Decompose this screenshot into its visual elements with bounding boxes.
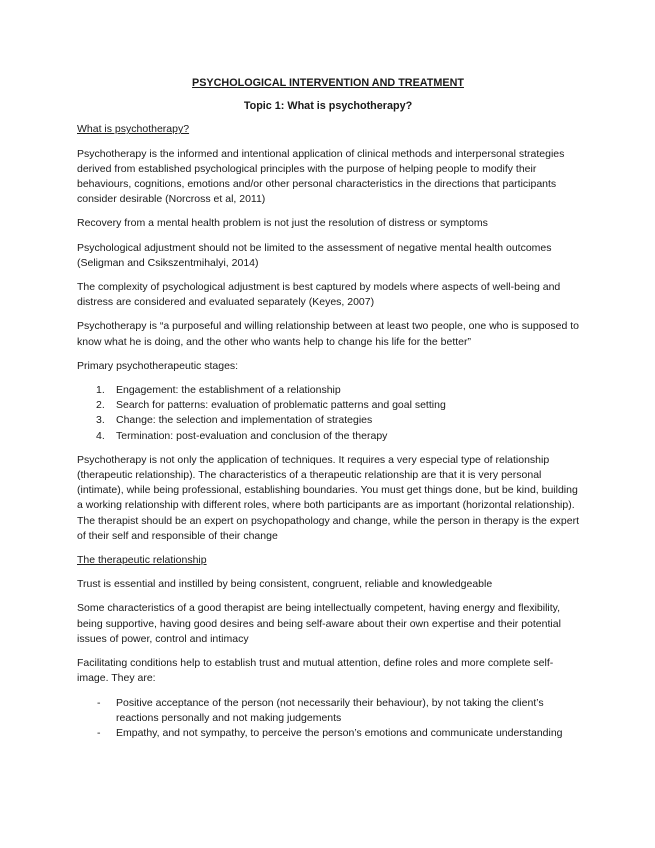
- list-item-text: Termination: post-evaluation and conclusion of the therapy: [116, 429, 388, 442]
- list-item: [77, 383, 579, 398]
- list-item: [77, 726, 579, 741]
- list-number: 3.: [96, 414, 105, 427]
- paragraph: Recovery from a mental health problem is not just the resolution of distress or symptoms: [77, 217, 488, 230]
- document-title: PSYCHOLOGICAL INTERVENTION AND TREATMENT: [192, 77, 464, 89]
- section-heading-therapeutic-relationship: The therapeutic relationship: [77, 554, 207, 567]
- list-item: [77, 429, 579, 444]
- list-item-text: Empathy, and not sympathy, to perceive the person’s emotions and communicate understanding: [116, 726, 563, 739]
- paragraph: Trust is essential and instilled by being consistent, congruent, reliable and knowledgeable: [77, 578, 493, 591]
- section-heading-what-is-psychotherapy: What is psychotherapy?: [77, 123, 190, 136]
- list-item: [77, 413, 579, 428]
- dash-bullet: -: [97, 696, 101, 709]
- list-number: 1.: [96, 384, 105, 397]
- list-item: [77, 696, 579, 726]
- paragraph: Primary psychotherapeutic stages:: [77, 359, 239, 372]
- paragraph: Psychological adjustment should not be limited to the assessment of negative mental health outcomes (Seligman and Csikszentmihalyi, 2014): [77, 241, 552, 269]
- topic-subtitle: Topic 1: What is psychotherapy?: [243, 100, 413, 113]
- dash-bullet: -: [97, 726, 101, 739]
- conditions-list: [77, 696, 579, 742]
- list-item-text: Engagement: the establishment of a relationship: [116, 384, 341, 397]
- list-item-text: Search for patterns: evaluation of problematic patterns and goal setting: [116, 399, 446, 412]
- paragraph: The complexity of psychological adjustment is best captured by models where aspects of well-being and distress are considered and evaluated separately (Keyes, 2007): [77, 281, 561, 309]
- list-item-text: Change: the selection and implementation of strategies: [116, 414, 373, 427]
- paragraph: Psychotherapy is “a purposeful and willing relationship between at least two people, one who is supposed to know what he is doing, and the other who wants help to change his life for the better”: [77, 320, 579, 348]
- list-item-text: Positive acceptance of the person (not necessarily their behaviour), by not taking the client’s reactions personally and not making judgements: [116, 696, 544, 724]
- paragraph: Psychotherapy is the informed and intentional application of clinical methods and interpersonal strategies derived from established psychological principles with the purpose of helping people to modify their behaviours, cognitions, emotions and/or other personal characteristics in the directions that participants consider desirable (Norcross et al, 2011): [77, 147, 565, 206]
- paragraph: Psychotherapy is not only the application of techniques. It requires a very especial type of relationship (therapeutic relationship). The characteristics of a therapeutic relationship are that it is very personal (intimate), while being professional, establishing boundaries. You must get things done, but be kind, building a working relationship with different roles, where both participants are as important (horizontal relationship). The therapist should be an expert on psychopathology and change, while the person in therapy is the expert of their self and responsible of their change: [77, 453, 579, 542]
- paragraph: Facilitating conditions help to establish trust and mutual attention, define roles and more complete self-image. They are:: [77, 657, 554, 685]
- stages-list: [77, 383, 579, 444]
- list-item: [77, 398, 579, 413]
- list-number: 4.: [96, 429, 105, 442]
- paragraph: Some characteristics of a good therapist are being intellectually competent, having energy and flexibility, being supportive, having good desires and being self-aware about their own expertise and their potential issues of power, control and intimacy: [77, 602, 561, 645]
- list-number: 2.: [96, 399, 105, 412]
- document-content: [77, 76, 579, 741]
